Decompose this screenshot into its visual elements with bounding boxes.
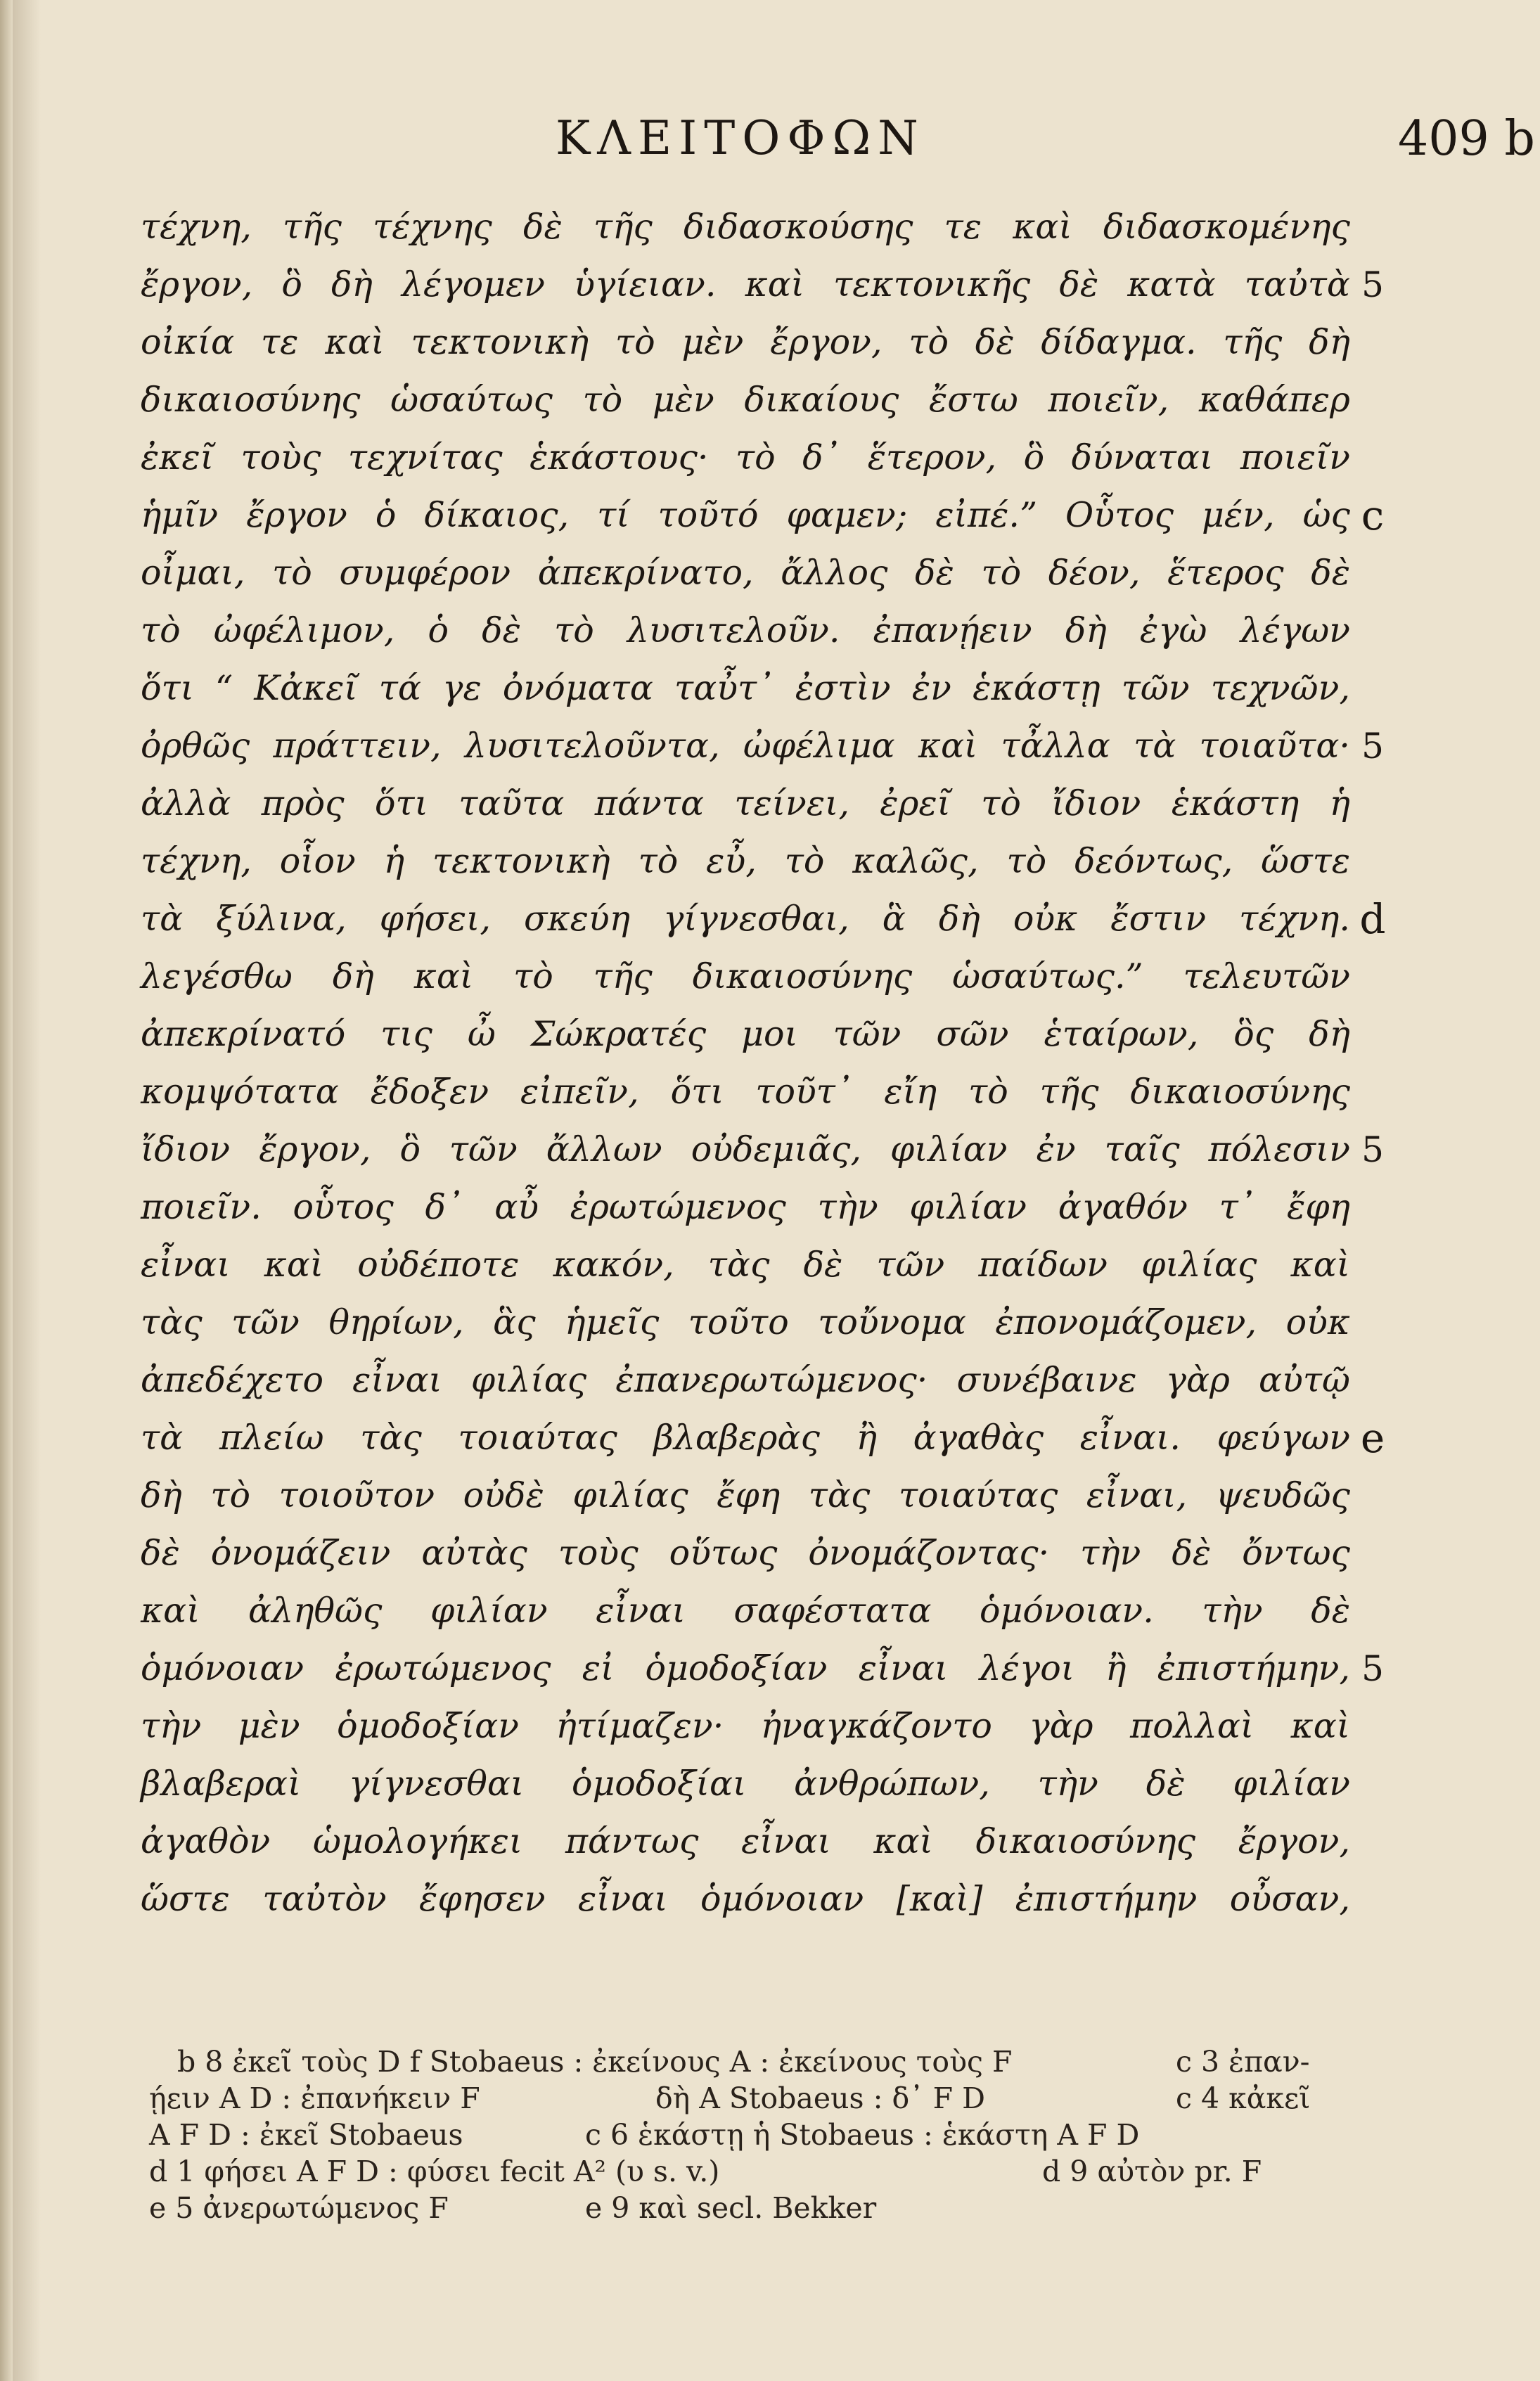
text-line: κομψότατα ἔδοξεν εἰπεῖν, ὅτι τοῦτ᾽ εἴη τὸ τῆς δικαιοσύνης [141,1072,1350,1112]
margin-line-number: 5 [1361,1648,1384,1689]
text-line: ἔργον, ὃ δὴ λέγομεν ὑγίειαν. καὶ τεκτονικῆς δὲ κατὰ ταὐτὰ [141,264,1350,304]
text-line: ὁμόνοιαν ἐρωτώμενος εἰ ὁμοδοξίαν εἶναι λέγοι ἢ ἐπιστήμην, [141,1648,1350,1688]
text-line: ἴδιον ἔργον, ὃ τῶν ἄλλων οὐδεμιᾶς, φιλίαν ἐν ταῖς πόλεσιν [141,1129,1350,1169]
text-line: τὰ ξύλινα, φήσει, σκεύη γίγνεσθαι, ἃ δὴ οὐκ ἔστιν τέχνη. [141,899,1350,939]
text-line: ἡμῖν ἔργον ὁ δίκαιος, τί τοῦτό φαμεν; εἰπέ.” Οὗτος μέν, ὡς [141,495,1350,535]
text-line: τὰ πλείω τὰς τοιαύτας βλαβερὰς ἢ ἀγαθὰς εἶναι. φεύγων [141,1418,1350,1458]
margin-line-number: 5 [1361,1129,1384,1170]
margin-line-number: 5 [1361,726,1384,766]
text-line: λεγέσθω δὴ καὶ τὸ τῆς δικαιοσύνης ὡσαύτως.” τελευτῶν [141,956,1350,996]
text-line: τὸ ὠφέλιμον, ὁ δὲ τὸ λυσιτελοῦν. ἐπανῄειν δὴ ἐγὼ λέγων [141,610,1350,650]
text-line: οἶμαι, τὸ συμφέρον ἀπεκρίνατο, ἄλλος δὲ τὸ δέον, ἕτερος δὲ [141,553,1350,593]
text-line: ἀλλὰ πρὸς ὅτι ταῦτα πάντα τείνει, ἐρεῖ τὸ ἴδιον ἑκάστη ἡ [141,783,1350,823]
margin-section-letter: c [1361,492,1385,539]
footnote-entry: d 1 φήσει A F D : φύσει fecit A² (υ s. v.) [149,2155,720,2188]
text-line: ὀρθῶς πράττειν, λυσιτελοῦντα, ὠφέλιμα καὶ τἆλλα τὰ τοιαῦτα· [141,726,1350,766]
footnote-entry: c 4 κἀκεῖ [1176,2081,1311,2115]
running-head [0,111,1540,174]
text-line: τὴν μὲν ὁμοδοξίαν ἠτίμαζεν· ἠναγκάζοντο γὰρ πολλαὶ καὶ [141,1706,1350,1746]
margin-section-letter: d [1359,895,1386,943]
footnote-entry: δὴ A Stobaeus : δ᾽ F D [655,2081,986,2115]
margin-line-number: 5 [1361,264,1384,305]
footnote-entry: b 8 ἐκεῖ τοὺς D f Stobaeus : ἐκείνους A : ἐκείνους τοὺς F [177,2045,1013,2079]
text-line: ἀγαθὸν ὡμολογήκει πάντως εἶναι καὶ δικαιοσύνης ἔργον, [141,1821,1350,1861]
text-line: ἐκεῖ τοὺς τεχνίτας ἑκάστους· τὸ δ᾽ ἕτερον, ὃ δύναται ποιεῖν [141,437,1350,477]
text-line: ὥστε ταὐτὸν ἔφησεν εἶναι ὁμόνοιαν [καὶ] ἐπιστήμην οὖσαν, [141,1879,1350,1919]
footnote-line [149,2190,1345,2226]
footnote-line [149,2117,1345,2153]
text-line: ποιεῖν. οὗτος δ᾽ αὖ ἐρωτώμενος τὴν φιλίαν ἀγαθόν τ᾽ ἔφη [141,1187,1350,1227]
text-block [141,198,1350,1928]
footnote-line [149,2080,1345,2117]
page-edge [0,0,13,2381]
text-line: ὅτι “ Κἀκεῖ τά γε ὀνόματα ταὖτ᾽ ἐστὶν ἐν ἑκάστῃ τῶν τεχνῶν, [141,668,1350,708]
text-line: οἰκία τε καὶ τεκτονικὴ τὸ μὲν ἔργον, τὸ δὲ δίδαγμα. τῆς δὴ [141,322,1350,362]
text-line: δὲ ὀνομάζειν αὐτὰς τοὺς οὕτως ὀνομάζοντας· τὴν δὲ ὄντως [141,1533,1350,1573]
footnote-entry: A F D : ἐκεῖ Stobaeus [149,2118,463,2152]
footnote-entry: ῄειν A D : ἐπανήκειν F [149,2081,480,2115]
critical-apparatus [149,2043,1345,2226]
text-line: καὶ ἀληθῶς φιλίαν εἶναι σαφέστατα ὁμόνοιαν. τὴν δὲ [141,1591,1350,1631]
footnote-entry: c 3 ἐπαν- [1176,2045,1310,2079]
footnote-entry: e 5 ἀνερωτώμενος F [149,2191,449,2225]
footnote-line [149,2153,1345,2190]
footnote-entry: d 9 αὐτὸν pr. F [1042,2155,1262,2188]
text-line: βλαβεραὶ γίγνεσθαι ὁμοδοξίαι ἀνθρώπων, τὴν δὲ φιλίαν [141,1764,1350,1804]
text-line: τὰς τῶν θηρίων, ἃς ἡμεῖς τοῦτο τοὔνομα ἐπονομάζομεν, οὐκ [141,1302,1350,1342]
text-line: ἀπεκρίνατό τις ὦ Σώκρατές μοι τῶν σῶν ἑταίρων, ὃς δὴ [141,1014,1350,1054]
text-line: δικαιοσύνης ὡσαύτως τὸ μὲν δικαίους ἔστω ποιεῖν, καθάπερ [141,380,1350,420]
spine-shadow [13,0,41,2381]
text-line: δὴ τὸ τοιοῦτον οὐδὲ φιλίας ἔφη τὰς τοιαύτας εἶναι, ψευδῶς [141,1475,1350,1515]
footnote-entry: c 6 ἑκάστῃ ἡ Stobaeus : ἑκάστη A F D [585,2118,1140,2152]
margin-section-letter: e [1360,1414,1385,1462]
text-line: τέχνη, τῆς τέχνης δὲ τῆς διδασκούσης τε καὶ διδασκομένης [141,207,1350,247]
footnote-entry: e 9 καὶ secl. Bekker [585,2191,877,2225]
text-line: ἀπεδέχετο εἶναι φιλίας ἐπανερωτώμενος· συνέβαινε γὰρ αὐτῷ [141,1360,1350,1400]
footnote-line [149,2043,1345,2080]
page-number: 409 b [1398,111,1535,167]
running-title: ΚΛΕΙΤΟΦΩΝ [556,111,925,165]
text-line: τέχνη, οἷον ἡ τεκτονικὴ τὸ εὖ, τὸ καλῶς, τὸ δεόντως, ὥστε [141,841,1350,881]
text-line: εἶναι καὶ οὐδέποτε κακόν, τὰς δὲ τῶν παίδων φιλίας καὶ [141,1245,1350,1285]
